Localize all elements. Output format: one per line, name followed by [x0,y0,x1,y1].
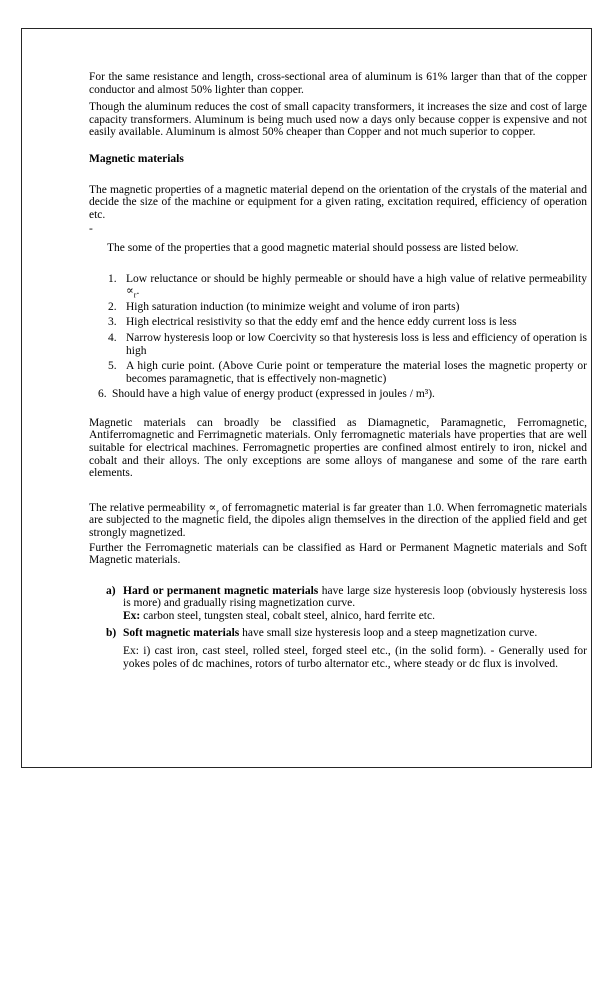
paragraph-relative-permeability [89,502,587,540]
list-item [108,273,587,298]
list-item-text: A high curie point. (Above Curie point or temperature the material loses the magnetic property or becomes paramagnetic, that is effectively non-magnetic) [126,360,587,385]
paragraph-further-classification: Further the Ferromagnetic materials can be classified as Hard or Permanent Magnetic materials and Soft Magnetic materials. [89,541,587,567]
paragraph-properties-intro: The some of the properties that a good magnetic material should possess are listed below. [107,241,519,254]
text-run: have large size hysteresis loop (obviously hysteresis loss is more) and gradually rising magnetization curve. [123,584,587,610]
list-item [108,360,587,385]
page-border [21,28,592,768]
text-run: Low reluctance or should be highly permeable or should have a high value of relative permeability [126,272,587,285]
item-text [123,627,587,640]
text-run: Ex: i) cast iron, cast steel, rolled steel, forged steel etc., (in the solid form). - Generally used for yokes poles of dc machines, rotors of turbo alternator etc., where steady or dc flux is involved. [123,645,587,670]
lettered-item-a [106,585,587,623]
text-run: carbon steel, tungsten steal, cobalt steel, alnico, hard ferrite etc. [140,610,435,622]
item-body [123,627,587,671]
heading-magnetic-materials: Magnetic materials [89,152,184,165]
paragraph-classification: Magnetic materials can broadly be classified as Diamagnetic, Paramagnetic, Ferromagnetic, Antiferromagnetic and Ferrimagnetic materials. Only ferromagnetic materials have properties that are well suitable for electrical machines. Ferromagnetic properties are confined almost entirely to iron, nickel and cobalt and their alloys. The only exceptions are some alloys of manganese and some of the rare earth elements. [89,416,587,480]
list-item-number: 4. [108,331,117,344]
item-body [123,585,587,623]
page-content [22,29,591,670]
bold-lead: Hard or permanent magnetic materials [123,584,319,597]
text-run: The relative permeability [89,501,209,514]
numbered-list [89,273,587,401]
list-item-text: High electrical resistivity so that the eddy emf and the hence eddy current loss is less [126,316,517,329]
example-text [123,645,587,670]
list-item-number: 1. [108,272,117,285]
paragraph-magnetic-properties: The magnetic properties of a magnetic material depend on the orientation of the crystals of the material and decide the size of the machine or equipment for a given rating, excitation required, efficiency of operation etc. [89,183,587,221]
list-item-number: 3. [108,316,117,329]
text-run: have small size hysteresis loop and a steep magnetization curve. [239,626,538,639]
bold-lead: Soft magnetic materials [123,626,240,639]
subscript-r: r [133,290,137,300]
text-run: of ferromagnetic material is far greater than 1.0. When ferromagnetic materials are subjected to the magnetic field, the dipoles align themselves in the direction of the applied field and get strongly magnetized. [89,501,587,540]
list-item [98,388,587,401]
paragraph-aluminum-cost: Though the aluminum reduces the cost of small capacity transformers, it increases the size and cost of large capacity transformers. Aluminum is being much used now a days only because copper is expensive and not easily available. Aluminum is almost 50% cheaper than Copper and not much superior to copper. [89,101,587,139]
list-item-number: 2. [108,300,117,313]
list-item-text: Narrow hysteresis loop or low Coercivity so that hysteresis loss is less and efficiency of operation is high [126,331,587,357]
text-run: . [136,285,140,298]
example-text [123,610,587,623]
stray-dash: - [89,223,93,236]
paragraph-aluminum-area: For the same resistance and length, cross-sectional area of aluminum is 61% larger than that of the copper conductor and almost 50% lighter than copper. [89,71,587,96]
lettered-item-b [106,627,587,671]
example-label: Ex: [123,610,141,622]
list-item [108,316,587,329]
list-item [108,332,587,357]
proportional-to-symbol: ∝ [208,501,217,514]
item-label: b) [106,626,117,639]
subscript-r: r [216,507,219,517]
lettered-list [89,585,587,671]
list-item-text: High saturation induction (to minimize weight and volume of iron parts) [126,300,460,313]
list-item-number: 5. [108,360,117,373]
list-item [108,301,587,314]
list-item-text: Should have a high value of energy product (expressed in joules / m³). [112,388,435,401]
item-label: a) [106,584,116,597]
list-item-text [126,273,587,298]
list-item-number: 6. [98,388,107,401]
proportional-to-symbol: ∝ [126,285,134,298]
item-text [123,585,587,610]
